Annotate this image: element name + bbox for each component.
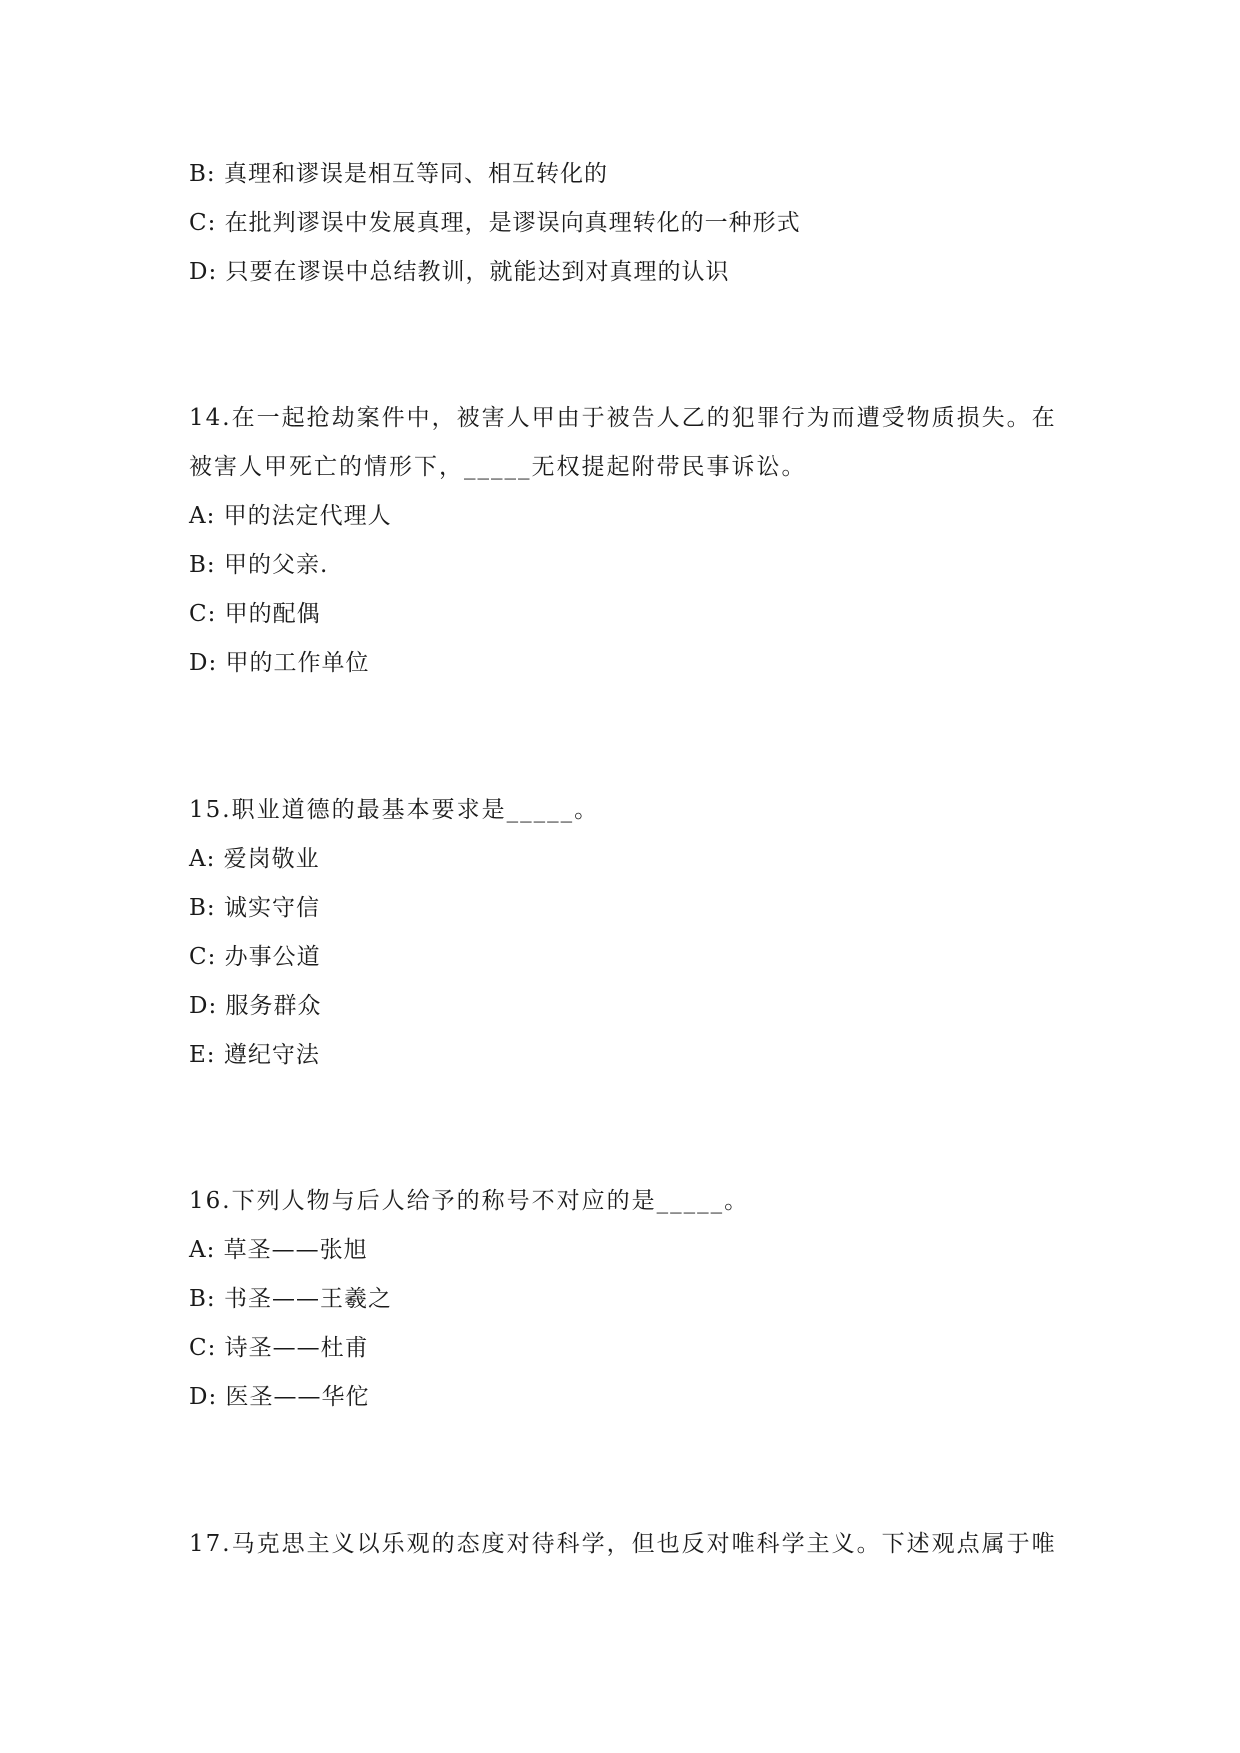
q13-option-b: B: 真理和谬误是相互等同、相互转化的 [189,161,608,187]
q15-option-e: E: 遵纪守法 [189,1042,320,1068]
q14-stem-line1: 14.在一起抢劫案件中，被害人甲由于被告人乙的犯罪行为而遭受物质损失。在 [189,405,1057,431]
q16-stem: 16.下列人物与后人给予的称号不对应的是_____。 [189,1188,750,1214]
q16-option-c: C: 诗圣——杜甫 [189,1335,369,1361]
q13-option-c: C: 在批判谬误中发展真理，是谬误向真理转化的一种形式 [189,210,801,236]
q13-option-d: D: 只要在谬误中总结教训，就能达到对真理的认识 [189,259,730,285]
q14-option-d: D: 甲的工作单位 [189,650,370,676]
q14-stem-line2: 被害人甲死亡的情形下，_____无权提起附带民事诉讼。 [189,454,807,480]
q15-option-c: C: 办事公道 [189,944,321,970]
q16-option-d: D: 医圣——华佗 [189,1384,370,1410]
q15-option-d: D: 服务群众 [189,993,322,1019]
q14-option-a: A: 甲的法定代理人 [189,503,392,529]
q14-option-b: B: 甲的父亲. [189,552,329,578]
q16-option-b: B: 书圣——王羲之 [189,1286,392,1312]
q16-option-a: A: 草圣——张旭 [189,1237,368,1263]
q14-option-c: C: 甲的配偶 [189,601,321,627]
q15-option-a: A: 爱岗敬业 [189,846,320,872]
q15-stem: 15.职业道德的最基本要求是_____。 [189,797,600,823]
q17-stem-line1: 17.马克思主义以乐观的态度对待科学，但也反对唯科学主义。下述观点属于唯 [189,1531,1057,1557]
q15-option-b: B: 诚实守信 [189,895,320,921]
